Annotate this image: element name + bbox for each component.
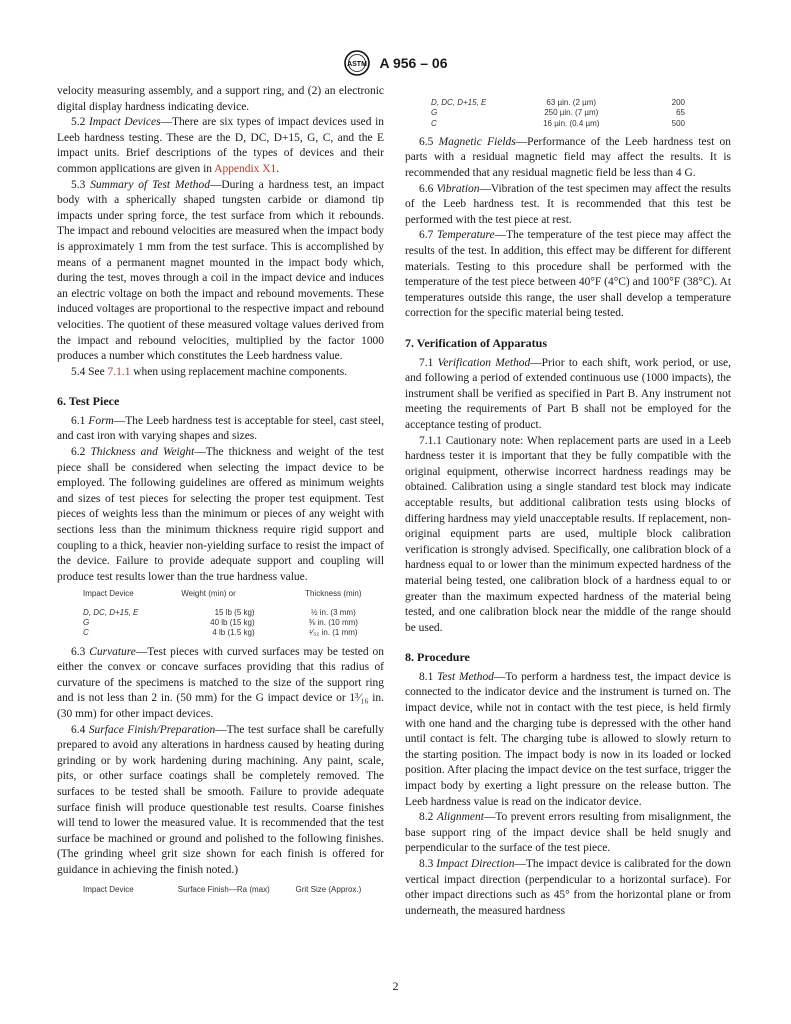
table-row: G 250 µin. (7 µm) 65: [431, 108, 685, 118]
paragraph-7-1-1: 7.1.1 Cautionary note: When replacement parts are used in a Leeb hardness tester it is important that they be fully compatible with the original equipment, otherwise incorrect hardness readings may be obtained. Calibration using a single standard test block may indicate acceptable results, but additional calibration tests using blocks of differing hardness may yield unacceptable results. If replacement, non-original equipment parts are used, multiple block calibration verification is strongly advised. Specifically, one calibration block of a hardness equal to or lower than the minimum expected hardness of the material being tested, one calibration block of a hardness equal to or greater than the maximum expected hardness of the material being tested, and one calibration block near the middle of the range should be used.: [405, 434, 731, 634]
section-7-1-1-link[interactable]: 7.1.1: [107, 365, 131, 378]
weight-thickness-table: [57, 589, 384, 638]
svg-text:ASTM: ASTM: [346, 61, 367, 68]
section-8-heading: 8. Procedure: [405, 650, 470, 665]
paragraph-8-2: 8.2 Alignment—To prevent errors resulting from misalignment, the base support ring of the impact device shall be held snugly and perpendicular to the surface of the test piece.: [405, 811, 731, 855]
surface-finish-table: [405, 98, 731, 129]
section-6-heading: 6. Test Piece: [57, 394, 120, 409]
table-row: D, DC, D+15, E 15 lb (5 kg) ½ in. (3 mm): [83, 607, 356, 617]
paragraph-6-3: 6.3 Curvature—Test pieces with curved surfaces may be tested on either the convex or concave surfaces providing that this radius of curvature of the specimens is matched to the size of the support ring and is not less than 2 in. (50 mm) for the G impact device or 1³⁄₁₆ in. (30 mm) for other impact devices.: [57, 645, 384, 720]
paragraph-5-4: 5.4 See 7.1.1 when using replacement machine components.: [71, 365, 348, 378]
appendix-x1-link[interactable]: Appendix X1: [214, 162, 277, 175]
standard-designation: A 956 – 06: [379, 55, 448, 71]
table-row: C 4 lb (1.5 kg) ¹⁄₃₂ in. (1 mm): [83, 628, 358, 638]
paragraph-6-4: 6.4 Surface Finish/Preparation—The test surface shall be carefully prepared to avoid any alterations in hardness caused by heating during grinding or by work hardening during machining. Any paint, scale, pits, or other surface coatings shall be completely removed. The surfaces to be tested shall be smooth. Failure to provide adequate surface finish will produce questionable test results. Coarse finishes will tend to lower the measured value. It is recommended that the test surface be machined or ground and polished to the following finishes. (The grinding wheel grit size shown for each finish is offered for guidance in achieving the finish noted.): [57, 723, 385, 876]
paragraph-7-1: 7.1 Verification Method—Prior to each shift, work period, or use, and following a period of extended continuous use (1000 impacts), the instrument shall be verified as specified in Part B. Any instrument not meeting the requirements of Part B shall not be employed for the acceptance testing of product.: [405, 356, 731, 431]
paragraph-5-2: 5.2 Impact Devices—There are six types of impact devices used in Leeb hardness testing. These are the D, DC, D+15, G, C, and the E impact units. Brief descriptions of the types of devices and their common applications are given in Appendix X1.: [57, 116, 384, 175]
paragraph-6-6: 6.6 Vibration—Vibration of the test specimen may affect the results of the Leeb hardness test. It is recommended that this test be performed with the test piece at rest.: [405, 182, 731, 226]
table-row: C 16 µin. (0.4 µm) 500: [431, 118, 685, 128]
paragraph-8-1: 8.1 Test Method—To perform a hardness test, the impact device is connected to the indicator device and the instrument is turned on. The impact device, while not in contact with the test piece, is held firmly with one hand and the charging tube is depressed with the other hand until contact is felt. The charging tube is allowed to slowly return to the starting position. The impact body is now in its loaded or locked position. After placing the impact device on the test surface, trigger the impact body by exerting a light pressure on the release button. The Leeb hardness value is read on the indicator device.: [405, 670, 732, 808]
paragraph-5-3: 5.3 Summary of Test Method—During a hardness test, an impact body with a spherically shaped tungsten carbide or diamond tip impacts under spring force, the test surface from which it rebounds. The impact and rebound velocities are measured when the impact body is approximately 1 mm from the test surface. This is accomplished by means of a permanent magnet mounted in the impact body which, during the test, moves through a coil in the impact device and induces an electric voltage on both the impact and rebound movements. These induced voltages are proportional to the respective impact and rebound velocities. The quotient of these measured voltage values derived from the impact and rebound velocities, multiplied by the factor 1000 produces a number which constitutes the Leeb hardness value.: [57, 178, 384, 363]
paragraph-6-1: 6.1 Form—The Leeb hardness test is acceptable for steel, cast steel, and cast iron with varying shapes and sizes.: [57, 414, 385, 443]
table-header-row: Impact Device Surface Finish—Ra (max) Grit Size (Approx.): [83, 884, 362, 894]
paragraph-6-7: 6.7 Temperature—The temperature of the test piece may affect the results of the test. In addition, this effect may be different for different materials. Testing to this procedure shall be performed with the temperature of the test piece between 40°F (4°C) and 100°F (38°C). At temperatures outside this range, the user shall develop a temperature correction for the specific material being tested.: [405, 229, 732, 320]
surface-finish-table-header: [57, 885, 384, 895]
page-header: [0, 50, 791, 76]
section-7-heading: 7. Verification of Apparatus: [405, 336, 548, 351]
page-number: 2: [392, 979, 399, 993]
paragraph-5-1-cont: velocity measuring assembly, and a support ring, and (2) an electronic digital display hardness indicating device.: [57, 85, 384, 113]
astm-logo-icon: [344, 50, 370, 76]
right-column: [405, 98, 731, 919]
table-header-row: Impact Device Weight (min) or Thickness (min): [83, 589, 362, 599]
table-row: D, DC, D+15, E 63 µin. (2 µm) 200: [431, 98, 685, 107]
paragraph-6-5: 6.5 Magnetic Fields—Performance of the Leeb hardness test on parts with a residual magnetic field may affect the results. It is recommended that any residual magnetic field be less than 4 G.: [405, 135, 731, 180]
left-column: [57, 84, 384, 895]
paragraph-8-3: 8.3 Impact Direction—The impact device is calibrated for the down vertical impact direction (perpendicular to a horizontal surface). For other impact directions such as 45° from the horizontal plane or from underneath, the measured hardness: [405, 858, 732, 917]
table-row: G 40 lb (15 kg) ⅜ in. (10 mm): [83, 618, 358, 627]
paragraph-6-2: 6.2 Thickness and Weight—The thickness and weight of the test piece shall be considered when selecting the impact device to be employed. The following guidelines are offered as minimum weights and sizes of test pieces for selecting the proper test equipment. Test pieces of weights less than the minimum or pieces of any weight with sections less than the minimum thickness require rigid support and coupling to a thick, heavier non-yielding surface to resist the impact of the device. Failure to provide adequate support and coupling will produce test results lower than the true hardness value.: [57, 446, 384, 583]
